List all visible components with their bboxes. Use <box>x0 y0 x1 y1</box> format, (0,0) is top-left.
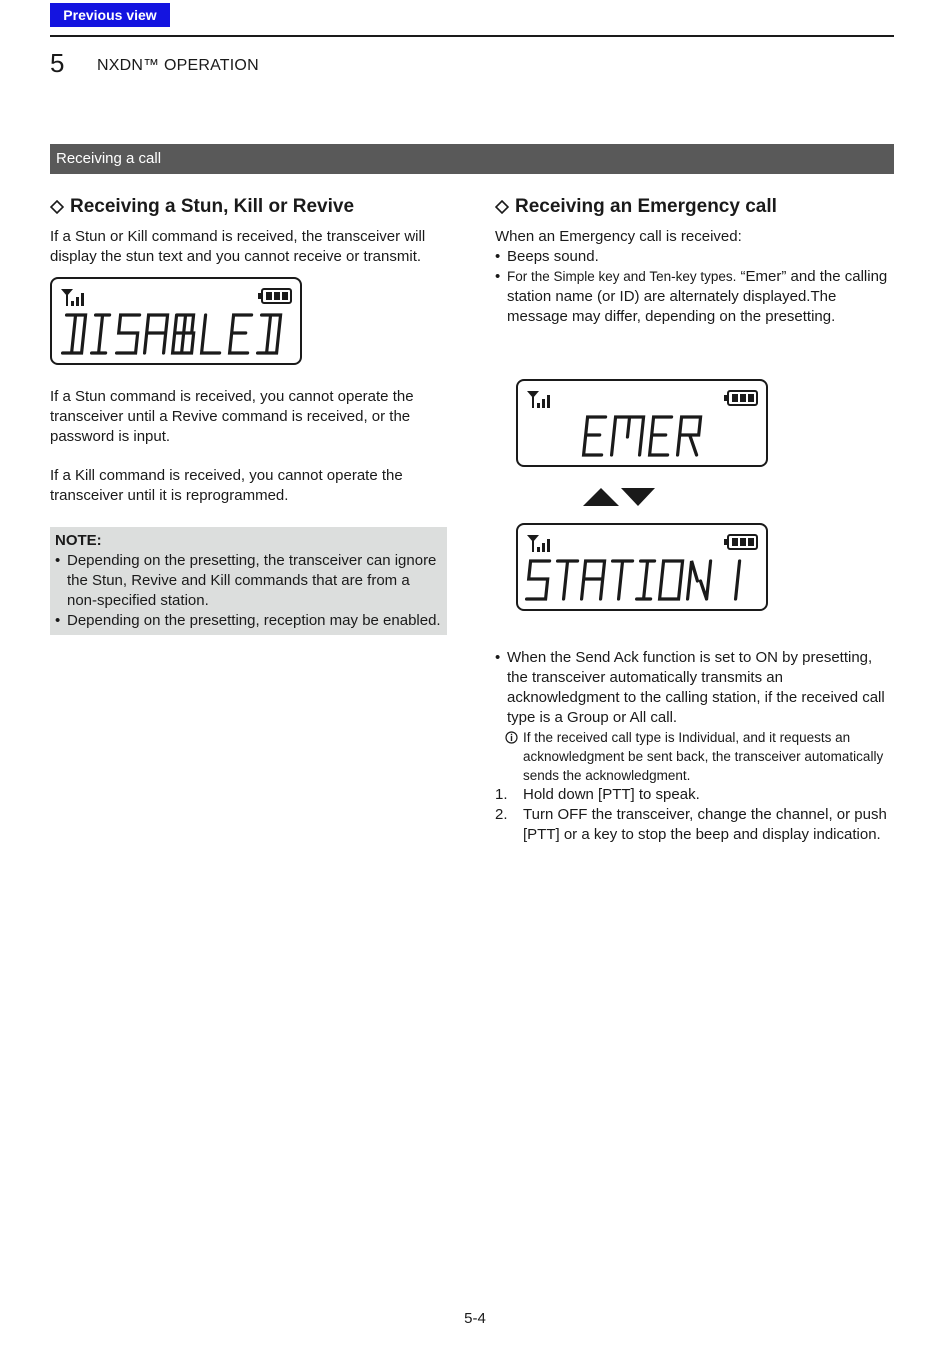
stun-heading <box>50 196 450 218</box>
section-title-bar: Receiving a call <box>50 144 894 174</box>
left-column <box>50 196 450 635</box>
stun-intro: If a Stun or Kill command is received, the transceiver will display the stun text and you cannot receive or transmit. <box>50 228 426 265</box>
right-column-lower <box>495 648 895 845</box>
page-number: 5-4 <box>464 1310 486 1327</box>
info-icon <box>505 728 523 785</box>
note-title: NOTE: <box>55 532 102 549</box>
battery-icon <box>724 533 758 551</box>
note-item: • Depending on the presetting, reception may be enabled. <box>55 612 441 629</box>
kill-paragraph: If a Kill command is received, you cannot operate the transceiver until it is reprogrammed. <box>50 467 403 504</box>
stun-paragraph: If a Stun command is received, you cannot operate the transceiver until a Revive command is received, or the password is input. <box>50 388 414 445</box>
signal-antenna-icon <box>526 389 554 409</box>
info-note: If the received call type is Individual, and it requests an acknowledgment be sent back, the transceiver automatically sends the acknowledgment. <box>495 728 895 785</box>
lcd-segment-text <box>580 413 710 461</box>
chapter-number: 5 <box>50 48 65 78</box>
diamond-icon <box>495 200 509 214</box>
lcd-disabled-display <box>50 277 302 365</box>
bullet-send-ack: • When the Send Ack function is set to ON by presetting, the transceiver automatically transmits an acknowledgment to the calling station, if the received call type is a Group or All call. <box>495 649 885 726</box>
battery-icon <box>724 389 758 407</box>
header-rule <box>50 35 894 37</box>
bullet-display: • For the Simple key and Ten-key types. “Emer” and the calling station name (or ID) are alternately displayed.The message may differ, depending on the presetting. <box>495 268 888 325</box>
emergency-heading <box>495 196 895 218</box>
signal-antenna-icon <box>60 287 88 307</box>
bullet-beeps: • Beeps sound. <box>495 248 599 265</box>
previous-view-button[interactable]: Previous view <box>50 3 170 27</box>
alternate-arrows-icon <box>583 486 657 508</box>
chapter-title: NXDN™ OPERATION <box>97 57 259 74</box>
note-item: • Depending on the presetting, the transceiver can ignore the Stun, Revive and Kill commands that are from a non-specified station. <box>55 552 437 609</box>
lcd-emer-display <box>516 379 768 467</box>
signal-antenna-icon <box>526 533 554 553</box>
note-box <box>50 527 447 635</box>
right-column <box>495 196 895 327</box>
emergency-intro: When an Emergency call is received: <box>495 228 742 245</box>
diamond-icon <box>50 200 64 214</box>
lcd-segment-text <box>60 311 294 359</box>
emergency-heading-text: Receiving an Emergency call <box>515 196 777 217</box>
step-item: 1. Hold down [PTT] to speak. <box>495 786 700 803</box>
lcd-station-display <box>516 523 768 611</box>
lcd-segment-text <box>524 557 760 605</box>
stun-heading-text: Receiving a Stun, Kill or Revive <box>70 196 355 217</box>
battery-icon <box>258 287 292 305</box>
step-item: 2. Turn OFF the transceiver, change the channel, or push [PTT] or a key to stop the beep and display indication. <box>495 806 887 843</box>
